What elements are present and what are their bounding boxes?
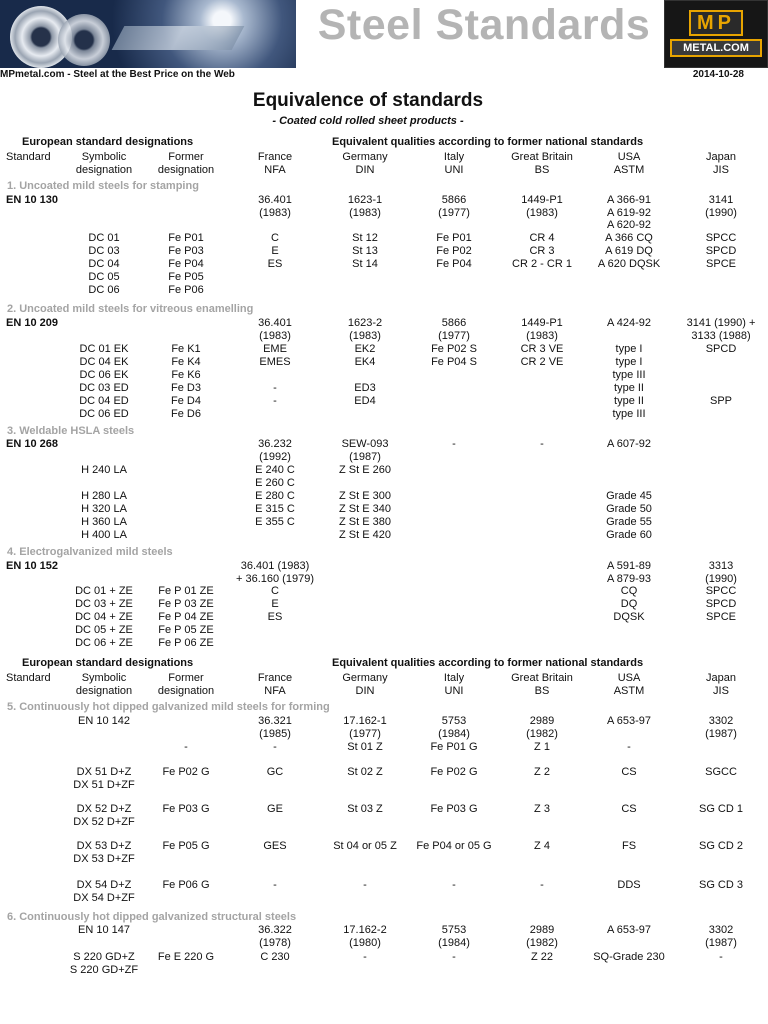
column-header-symbolic-designation: Symbolic designation	[75, 672, 133, 697]
cell-france-nfa: 36.321 (1985)	[258, 715, 292, 740]
cell-italy-uni: Fe P01	[436, 232, 472, 244]
table-row	[0, 715, 768, 741]
table-row	[0, 395, 768, 408]
steel-sheet-graphic	[112, 26, 245, 50]
cell-usa-astm: SQ-Grade 230	[593, 951, 665, 963]
cell-great-britain-bs: Z 4	[534, 840, 550, 852]
cell-italy-uni: Fe P02 G	[430, 766, 478, 778]
section-heading: 4. Electrogalvanized mild steels	[7, 546, 173, 558]
table-row	[0, 803, 768, 840]
cell-germany-din: SEW-093 (1987)	[341, 438, 389, 463]
cell-great-britain-bs: Z 2	[534, 766, 550, 778]
cell-former-designation: Fe P05 G	[162, 840, 210, 852]
column-header-france-nfa: France NFA	[257, 672, 293, 697]
steel-coil-photo	[0, 0, 296, 68]
cell-former-designation: Fe K6	[171, 369, 201, 381]
table-row	[0, 271, 768, 284]
column-header-germany-din: Germany DIN	[342, 672, 388, 697]
cell-great-britain-bs: 2989 (1982)	[526, 715, 558, 740]
column-header-symbolic-designation: Symbolic designation	[75, 151, 133, 176]
cell-france-nfa: C	[271, 232, 279, 244]
cell-great-britain-bs: 1449-P1 (1983)	[521, 194, 563, 219]
cell-germany-din: 1623-1 (1983)	[347, 194, 383, 219]
cell-former-designation: Fe D3	[171, 382, 201, 394]
section-heading-row	[0, 179, 768, 194]
logo-metal-text: METAL.COM	[670, 39, 762, 57]
cell-france-nfa: C	[271, 585, 279, 597]
cell-italy-uni: 5866 (1977)	[438, 317, 470, 342]
cell-usa-astm: A 607-92	[606, 438, 652, 450]
cell-germany-din: ED4	[354, 395, 376, 407]
cell-france-nfa: E 315 C	[255, 503, 295, 515]
cell-germany-din: Z St E 340	[339, 503, 391, 515]
cell-usa-astm: type II	[614, 395, 644, 407]
cell-usa-astm: Grade 45	[606, 490, 652, 502]
cell-italy-uni: 5753 (1984)	[438, 715, 470, 740]
cell-former-designation: Fe P 06 ZE	[158, 637, 214, 649]
cell-italy-uni: -	[452, 951, 456, 963]
cell-germany-din: St 01 Z	[347, 741, 383, 753]
cell-former-designation: Fe D6	[171, 408, 201, 420]
table-row	[0, 741, 768, 766]
cell-italy-uni: 5866 (1977)	[438, 194, 470, 219]
cell-usa-astm: -	[627, 741, 631, 753]
section-heading: 6. Continuously hot dipped galvanized structural steels	[7, 911, 297, 923]
cell-symbolic-designation: DC 01 + ZE	[75, 585, 133, 597]
cell-usa-astm: A 366 CQ	[605, 232, 653, 244]
cell-france-nfa: E	[271, 245, 279, 257]
column-header-germany-din: Germany DIN	[342, 151, 388, 176]
european-designations-header: European standard designations	[22, 136, 194, 148]
cell-germany-din: -	[363, 951, 367, 963]
section-heading: 3. Weldable HSLA steels	[7, 425, 135, 437]
table-row	[0, 464, 768, 490]
table-row	[0, 369, 768, 382]
cell-symbolic-designation: DC 05	[88, 271, 120, 283]
european-designations-header: European standard designations	[22, 657, 194, 669]
table-row	[0, 438, 768, 464]
cell-germany-din: ED3	[354, 382, 376, 394]
cell-symbolic-designation: DC 06 + ZE	[75, 637, 133, 649]
cell-great-britain-bs: CR 3 VE	[520, 343, 564, 355]
column-header-italy-uni: Italy UNI	[443, 151, 465, 176]
cell-france-nfa: ES	[267, 611, 283, 623]
cell-germany-din: -	[363, 879, 367, 891]
cell-japan-jis: 3302 (1987)	[705, 924, 737, 949]
logo-mp-text: MP	[689, 10, 743, 36]
cell-japan-jis: 3141 (1990) + 3133 (1988)	[686, 317, 756, 342]
table-row	[0, 245, 768, 258]
cell-italy-uni: -	[452, 879, 456, 891]
table-row	[0, 194, 768, 232]
cell-usa-astm: type I	[615, 343, 643, 355]
site-strip	[0, 69, 768, 81]
cell-japan-jis: SPCC	[705, 585, 737, 597]
cell-former-designation: Fe P02 G	[162, 766, 210, 778]
cell-italy-uni: Fe P02 S	[431, 343, 477, 355]
cell-usa-astm: CS	[621, 766, 637, 778]
table-row	[0, 924, 768, 951]
cell-symbolic-designation: DC 06 EK	[79, 369, 129, 381]
cell-japan-jis: SPCE	[706, 258, 736, 270]
cell-former-designation: Fe K1	[171, 343, 201, 355]
table-row	[0, 408, 768, 424]
cell-france-nfa: GC	[266, 766, 284, 778]
cell-japan-jis: SPCC	[705, 232, 737, 244]
column-header-usa-astm: USA ASTM	[613, 672, 645, 697]
cell-usa-astm: CQ	[620, 585, 638, 597]
cell-usa-astm: A 424-92	[606, 317, 652, 329]
cell-symbolic-designation: DX 51 D+Z DX 51 D+ZF	[73, 766, 135, 791]
cell-japan-jis: 3313 (1990)	[705, 560, 737, 585]
cell-france-nfa: GE	[267, 803, 283, 815]
column-header-former-designation: Former designation	[157, 151, 215, 176]
cell-france-nfa: 36.401 (1983)	[258, 317, 292, 342]
cell-standard: EN 10 152	[6, 560, 58, 572]
cell-germany-din: Z St E 260	[339, 464, 391, 476]
table-row	[0, 317, 768, 343]
cell-italy-uni: Fe P01 G	[430, 741, 478, 753]
section-heading: 1. Uncoated mild steels for stamping	[7, 180, 199, 192]
column-header-row	[0, 672, 768, 700]
section-heading-row	[0, 424, 768, 438]
cell-japan-jis: SPCE	[706, 611, 736, 623]
cell-symbolic-designation: DC 01 EK	[79, 343, 129, 355]
cell-usa-astm: Grade 60	[606, 529, 652, 541]
cell-former-designation: Fe P03 G	[162, 803, 210, 815]
cell-standard: EN 10 209	[6, 317, 58, 329]
cell-germany-din: 1623-2 (1983)	[347, 317, 383, 342]
table-row	[0, 637, 768, 657]
banner-title: Steel Standards	[317, 1, 651, 49]
cell-usa-astm: type II	[614, 382, 644, 394]
cell-germany-din: EK2	[354, 343, 376, 355]
cell-usa-astm: type I	[615, 356, 643, 368]
column-header-france-nfa: France NFA	[257, 151, 293, 176]
table-row	[0, 382, 768, 395]
cell-symbolic-designation: DC 04	[88, 258, 120, 270]
cell-germany-din: St 14	[352, 258, 378, 270]
cell-usa-astm: Grade 50	[606, 503, 652, 515]
table-row	[0, 585, 768, 598]
cell-france-nfa: 36.322 (1978)	[258, 924, 292, 949]
cell-germany-din: EK4	[354, 356, 376, 368]
cell-usa-astm: A 619 DQ	[605, 245, 653, 257]
cell-france-nfa: E	[271, 598, 279, 610]
cell-usa-astm: A 653-97	[606, 924, 652, 936]
document-subtitle: - Coated cold rolled sheet products -	[272, 115, 464, 127]
cell-great-britain-bs: -	[540, 438, 544, 450]
cell-japan-jis: SG CD 2	[698, 840, 743, 852]
cell-former-designation: Fe P 04 ZE	[158, 611, 214, 623]
cell-symbolic-designation: DC 01	[88, 232, 120, 244]
cell-great-britain-bs: CR 2 - CR 1	[512, 258, 572, 270]
cell-germany-din: St 02 Z	[347, 766, 383, 778]
section-heading-row	[0, 545, 768, 560]
cell-symbolic-designation: DX 52 D+Z DX 52 D+ZF	[73, 803, 135, 828]
cell-symbolic-designation: DC 04 ED	[79, 395, 129, 407]
table-row	[0, 840, 768, 879]
cell-france-nfa: 36.401 (1983)	[258, 194, 292, 219]
cell-usa-astm: A 591-89 A 879-93	[606, 560, 652, 585]
column-header-standard: Standard	[6, 672, 51, 684]
cell-germany-din: St 13	[352, 245, 378, 257]
cell-former-designation: Fe P 05 ZE	[158, 624, 214, 636]
cell-former-designation: Fe D4	[171, 395, 201, 407]
cell-great-britain-bs: -	[540, 879, 544, 891]
cell-france-nfa: E 280 C	[255, 490, 295, 502]
column-header-japan-jis: Japan JIS	[706, 151, 736, 176]
cell-symbolic-designation: DC 03 ED	[79, 382, 129, 394]
cell-former-designation: -	[184, 741, 188, 753]
cell-former-designation: Fe P 03 ZE	[158, 598, 214, 610]
column-header-japan-jis: Japan JIS	[706, 672, 736, 697]
cell-japan-jis: 3141 (1990)	[705, 194, 737, 219]
table-row	[0, 624, 768, 637]
table-row	[0, 284, 768, 302]
cell-symbolic-designation: S 220 GD+Z S 220 GD+ZF	[69, 951, 139, 976]
table-row	[0, 879, 768, 910]
cell-italy-uni: -	[452, 438, 456, 450]
cell-usa-astm: Grade 55	[606, 516, 652, 528]
cell-usa-astm: DQ	[620, 598, 638, 610]
cell-former-designation: Fe P01	[168, 232, 204, 244]
table-row	[0, 560, 768, 585]
cell-usa-astm: A 366-91 A 619-92 A 620-92	[606, 194, 652, 232]
mpmetal-logo[interactable]	[664, 0, 768, 68]
group-header-row	[0, 657, 768, 672]
cell-symbolic-designation: DC 06 ED	[79, 408, 129, 420]
cell-france-nfa: -	[273, 395, 277, 407]
table-row	[0, 356, 768, 369]
cell-great-britain-bs: CR 4	[529, 232, 555, 244]
cell-japan-jis: SGCC	[705, 766, 737, 778]
cell-japan-jis: SPCD	[705, 343, 737, 355]
cell-symbolic-designation: H 280 LA	[81, 490, 127, 502]
cell-japan-jis: SG CD 3	[698, 879, 743, 891]
banner	[0, 0, 768, 70]
cell-france-nfa: -	[273, 382, 277, 394]
section-heading-row	[0, 700, 768, 715]
cell-great-britain-bs: CR 3	[529, 245, 555, 257]
cell-germany-din: Z St E 300	[339, 490, 391, 502]
equivalent-qualities-header: Equivalent qualities according to former national standards	[332, 657, 644, 669]
cell-france-nfa: 36.232 (1992)	[258, 438, 292, 463]
cell-symbolic-designation: DC 03	[88, 245, 120, 257]
cell-symbolic-designation: DC 04 EK	[79, 356, 129, 368]
cell-japan-jis: SPP	[709, 395, 732, 407]
cell-former-designation: Fe P 01 ZE	[158, 585, 214, 597]
section-heading: 5. Continuously hot dipped galvanized mild steels for forming	[7, 701, 330, 713]
table-row	[0, 516, 768, 529]
table-row	[0, 529, 768, 545]
table-row	[0, 258, 768, 271]
section-heading-row	[0, 302, 768, 317]
cell-symbolic-designation: H 320 LA	[81, 503, 127, 515]
cell-symbolic-designation: H 400 LA	[81, 529, 127, 541]
table-row	[0, 232, 768, 245]
cell-symbolic-designation: DX 54 D+Z DX 54 D+ZF	[73, 879, 135, 904]
cell-japan-jis: SG CD 1	[698, 803, 743, 815]
site-tagline-link[interactable]: MPmetal.com - Steel at the Best Price on the Web	[0, 69, 235, 80]
cell-germany-din: St 12	[352, 232, 378, 244]
cell-germany-din: 17.162-2 (1980)	[343, 924, 387, 949]
cell-symbolic-designation: DC 05 + ZE	[75, 624, 133, 636]
cell-standard: EN 10 268	[6, 438, 58, 450]
steel-coil-graphic	[58, 14, 110, 66]
cell-france-nfa: -	[273, 741, 277, 753]
cell-france-nfa: C 230	[260, 951, 290, 963]
column-header-row	[0, 151, 768, 179]
cell-japan-jis: 3302 (1987)	[705, 715, 737, 740]
cell-symbolic-designation: H 360 LA	[81, 516, 127, 528]
cell-great-britain-bs: 2989 (1982)	[526, 924, 558, 949]
cell-italy-uni: Fe P04 or 05 G	[416, 840, 492, 852]
cell-former-designation: Fe P03	[168, 245, 204, 257]
column-header-standard: Standard	[6, 151, 51, 163]
table-row	[0, 343, 768, 356]
column-header-italy-uni: Italy UNI	[443, 672, 465, 697]
table-row	[0, 490, 768, 503]
cell-usa-astm: FS	[621, 840, 637, 852]
document-title: Equivalence of standards	[252, 90, 484, 111]
cell-germany-din: St 03 Z	[347, 803, 383, 815]
cell-symbolic-designation: DX 53 D+Z DX 53 D+ZF	[73, 840, 135, 865]
cell-germany-din: St 04 or 05 Z	[333, 840, 397, 852]
cell-symbolic-designation: DC 03 + ZE	[75, 598, 133, 610]
cell-germany-din: Z St E 420	[339, 529, 391, 541]
table-row	[0, 503, 768, 516]
section-heading-row	[0, 910, 768, 924]
cell-former-designation: Fe E 220 G	[157, 951, 215, 963]
table-row	[0, 951, 768, 977]
column-header-great-britain-bs: Great Britain BS	[511, 672, 573, 697]
cell-italy-uni: Fe P04 S	[431, 356, 477, 368]
cell-usa-astm: A 620 DQSK	[597, 258, 661, 270]
table-row	[0, 611, 768, 624]
cell-symbolic-designation: EN 10 142	[78, 715, 130, 727]
cell-france-nfa: E 240 C E 260 C	[255, 464, 295, 489]
group-header-row	[0, 136, 768, 151]
column-header-former-designation: Former designation	[157, 672, 215, 697]
cell-former-designation: Fe K4	[171, 356, 201, 368]
cell-usa-astm: DDS	[617, 879, 641, 891]
cell-usa-astm: DQSK	[613, 611, 645, 623]
equivalent-qualities-header: Equivalent qualities according to former national standards	[332, 136, 644, 148]
page-date: 2014-10-28	[692, 69, 744, 80]
cell-great-britain-bs: 1449-P1 (1983)	[521, 317, 563, 342]
column-header-usa-astm: USA ASTM	[613, 151, 645, 176]
cell-france-nfa: ES	[267, 258, 283, 270]
cell-symbolic-designation: EN 10 147	[78, 924, 130, 936]
table-row	[0, 598, 768, 611]
cell-great-britain-bs: Z 22	[530, 951, 553, 963]
cell-great-britain-bs: CR 2 VE	[520, 356, 564, 368]
cell-former-designation: Fe P05	[168, 271, 204, 283]
cell-italy-uni: Fe P03 G	[430, 803, 478, 815]
cell-france-nfa: -	[273, 879, 277, 891]
cell-standard: EN 10 130	[6, 194, 58, 206]
cell-usa-astm: CS	[621, 803, 637, 815]
cell-france-nfa: E 355 C	[255, 516, 295, 528]
cell-symbolic-designation: DC 04 + ZE	[75, 611, 133, 623]
cell-great-britain-bs: Z 1	[534, 741, 550, 753]
cell-great-britain-bs: Z 3	[534, 803, 550, 815]
equivalence-table	[0, 136, 768, 977]
section-heading: 2. Uncoated mild steels for vitreous enamelling	[7, 303, 254, 315]
cell-usa-astm: type III	[612, 369, 646, 381]
cell-france-nfa: 36.401 (1983) + 36.160 (1979)	[236, 560, 314, 585]
cell-usa-astm: type III	[612, 408, 646, 420]
cell-france-nfa: EME	[263, 343, 287, 355]
cell-japan-jis: SPCD	[705, 245, 737, 257]
cell-germany-din: 17.162-1 (1977)	[343, 715, 387, 740]
column-header-great-britain-bs: Great Britain BS	[511, 151, 573, 176]
cell-italy-uni: 5753 (1984)	[438, 924, 470, 949]
cell-former-designation: Fe P06	[168, 284, 204, 296]
cell-france-nfa: EMES	[259, 356, 291, 368]
cell-symbolic-designation: H 240 LA	[81, 464, 127, 476]
cell-former-designation: Fe P04	[168, 258, 204, 270]
cell-italy-uni: Fe P04	[436, 258, 472, 270]
cell-usa-astm: A 653-97	[606, 715, 652, 727]
cell-japan-jis: SPCD	[705, 598, 737, 610]
cell-france-nfa: GES	[263, 840, 287, 852]
table-row	[0, 766, 768, 803]
cell-former-designation: Fe P06 G	[162, 879, 210, 891]
cell-symbolic-designation: DC 06	[88, 284, 120, 296]
cell-japan-jis: -	[719, 951, 723, 963]
cell-germany-din: Z St E 380	[339, 516, 391, 528]
cell-italy-uni: Fe P02	[436, 245, 472, 257]
